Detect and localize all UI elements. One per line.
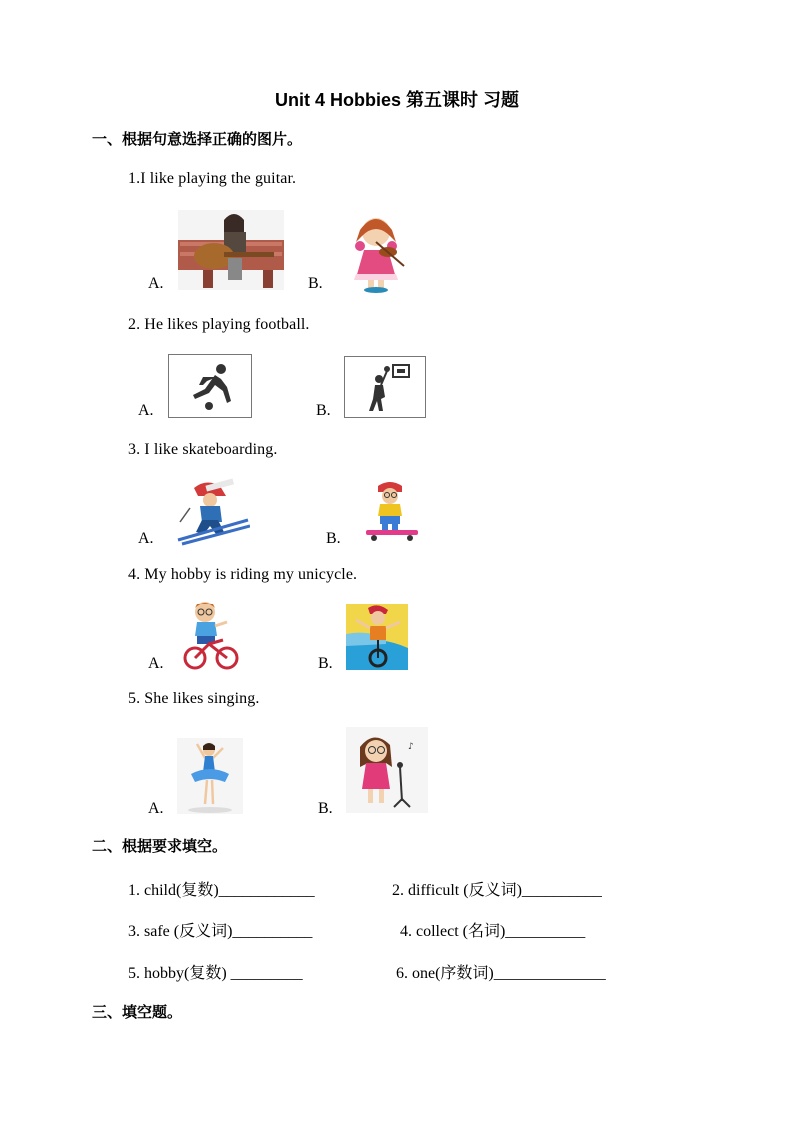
- fill-item-6: 6. one(序数词)______________: [396, 965, 606, 982]
- skiing-boy-image: [176, 478, 250, 546]
- skateboarding-boy-image: [360, 478, 424, 544]
- ballet-girl-image: [177, 738, 243, 814]
- option-a-label: A.: [138, 402, 154, 419]
- fill-item-3: 3. safe (反义词)__________: [128, 923, 313, 940]
- option-a-label: A.: [138, 530, 154, 547]
- fill-item-2: 2. difficult (反义词)__________: [392, 882, 602, 899]
- option-b-label: B.: [318, 655, 333, 672]
- svg-text:♪: ♪: [408, 742, 414, 752]
- football-pictogram-image: [168, 354, 252, 418]
- fill-item-1: 1. child(复数)____________: [128, 882, 315, 899]
- fill-item-4: 4. collect (名词)__________: [400, 923, 586, 940]
- section-1-heading: 一、根据句意选择正确的图片。: [92, 130, 303, 148]
- option-a-label: A.: [148, 655, 164, 672]
- page-title: Unit 4 Hobbies 第五课时 习题: [274, 90, 519, 110]
- option-a-label: A.: [148, 800, 164, 817]
- fill-item-5: 5. hobby(复数) _________: [128, 965, 303, 982]
- option-b-label: B.: [316, 402, 331, 419]
- section-2-heading: 二、根据要求填空。: [92, 837, 228, 855]
- question-4: 4. My hobby is riding my unicycle.: [128, 566, 358, 583]
- option-b-label: B.: [326, 530, 341, 547]
- unicycle-boy-image: [346, 604, 408, 670]
- violin-girl-image: [346, 212, 408, 294]
- question-2: 2. He likes playing football.: [128, 316, 310, 333]
- question-5: 5. She likes singing.: [128, 690, 260, 707]
- option-b-label: B.: [308, 275, 323, 292]
- basketball-pictogram-image: [344, 356, 426, 418]
- section-3-heading: 三、填空题。: [92, 1003, 183, 1021]
- option-b-label: B.: [318, 800, 333, 817]
- bicycle-boy-image: [183, 600, 239, 670]
- guitar-girl-image: [178, 210, 284, 290]
- singing-girl-image: [346, 727, 428, 813]
- question-1: 1.I like playing the guitar.: [128, 170, 297, 187]
- question-3: 3. I like skateboarding.: [128, 441, 278, 458]
- option-a-label: A.: [148, 275, 164, 292]
